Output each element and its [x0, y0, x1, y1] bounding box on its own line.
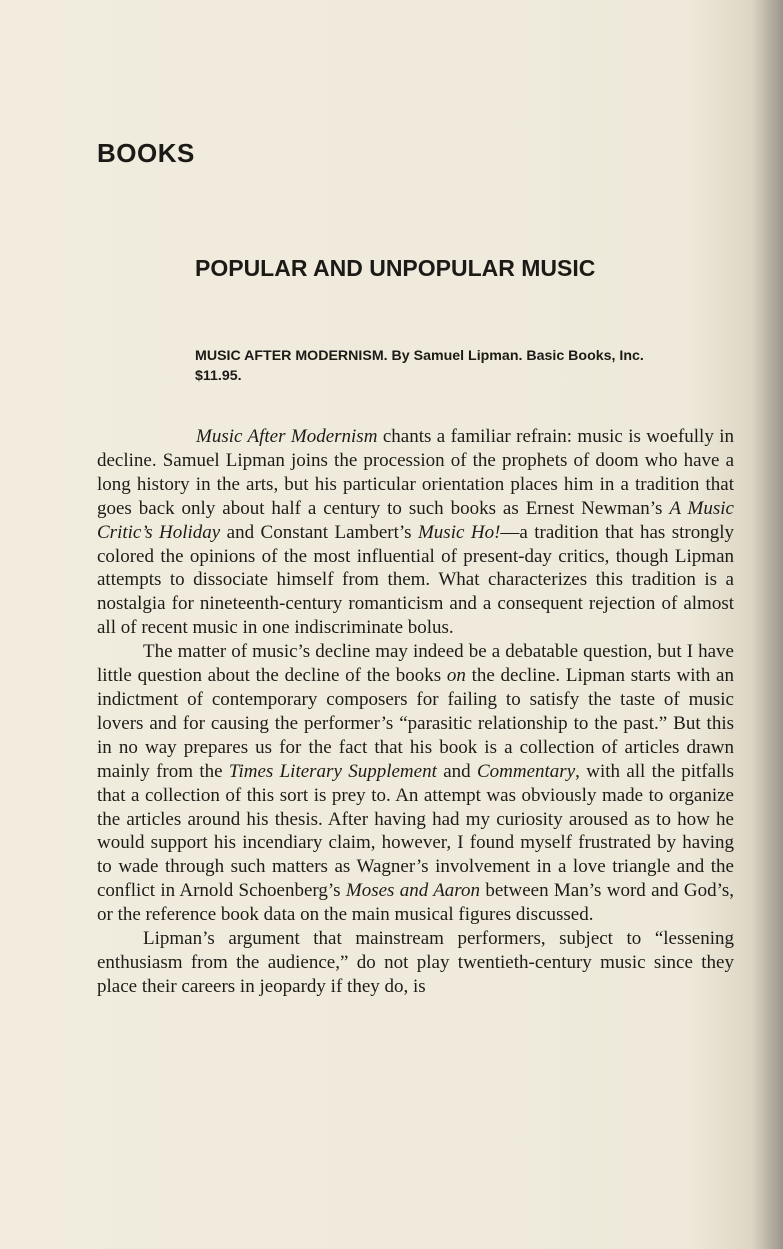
- text-run: and Constant Lambert’s: [220, 521, 418, 543]
- text-run: Lipman’s argument that mainstream performers, subject to “lessening enthusiasm from the audience,” do not play twentieth-century music since they place their careers in jeopardy if they do, is: [97, 928, 734, 997]
- text-run: and: [436, 760, 477, 782]
- reviewed-book-publisher: Basic Books, Inc.: [526, 348, 644, 364]
- text-run: —a tradition that has strongly colored the opinions of the most influential of present-day critics, though Lipman attempts to dissociate himself from them. What characterizes this tradition is a nostalgia for nineteenth-century romanticism and a consequent rejection of almost all of recent music in one indiscriminate bolus.: [97, 521, 735, 639]
- paragraph-2: [97, 640, 734, 927]
- show-through-masthead: [34, 8, 51, 64]
- emphasis-italic: on: [446, 665, 466, 687]
- book-title-italic: Music After Modernism: [196, 426, 378, 447]
- paragraph-1: [97, 425, 734, 640]
- reviewed-book-price: $11.95.: [195, 368, 242, 384]
- text-run: the decline. Lipman starts with an indictment of contemporary composers for failing to satisfy the taste of music lovers and for causing the performer’s “parasitic relationship to the past.” But this in no way prepares us for the fact that his book is a collection of articles drawn mainly from the: [97, 665, 734, 782]
- text-run: chants a familiar refrain: music is woefully in decline. Samuel Lipman joins the procession of the prophets of doom who have a long history in the arts, but his particular orientation places him in a tradition that goes back only about half a century to such books as Ernest Newman’s: [97, 426, 735, 519]
- article-body: [97, 425, 734, 999]
- author-prefix: By: [391, 348, 410, 364]
- reviewed-book-author: Samuel Lipman.: [413, 348, 523, 364]
- review-citation-line-2: [195, 368, 740, 384]
- book-title-italic: Music Ho!: [417, 521, 501, 543]
- paragraph-3: [97, 927, 734, 999]
- text-run: between Man’s word and God’s, or the reference book data on the main musical figures discussed.: [97, 880, 734, 926]
- review-citation-line-1: [195, 348, 740, 364]
- book-title-italic: A Music Critic’s Holiday: [97, 497, 734, 543]
- publication-title-italic: Commentary: [476, 760, 576, 782]
- work-title-italic: Moses and Aaron: [345, 880, 480, 902]
- section-heading: BOOKS: [97, 138, 195, 168]
- article-title: POPULAR AND UNPOPULAR MUSIC: [195, 255, 596, 281]
- publication-title-italic: Times Literary Supplement: [228, 760, 437, 782]
- reviewed-book-title: MUSIC AFTER MODERNISM.: [195, 348, 388, 364]
- text-run: , with all the pitfalls that a collection of this sort is prey to. An attempt was obviously made to organize the articles around his thesis. After having had my curiosity aroused as to how he would support his incendiary claim, however, I found myself frustrated by having to wade through such matters as Wagner’s involvement in a love triangle and the conflict in Arnold Schoenberg’s: [97, 760, 734, 902]
- text-run: The matter of music’s decline may indeed be a debatable question, but I have little question about the decline of the books: [97, 641, 734, 687]
